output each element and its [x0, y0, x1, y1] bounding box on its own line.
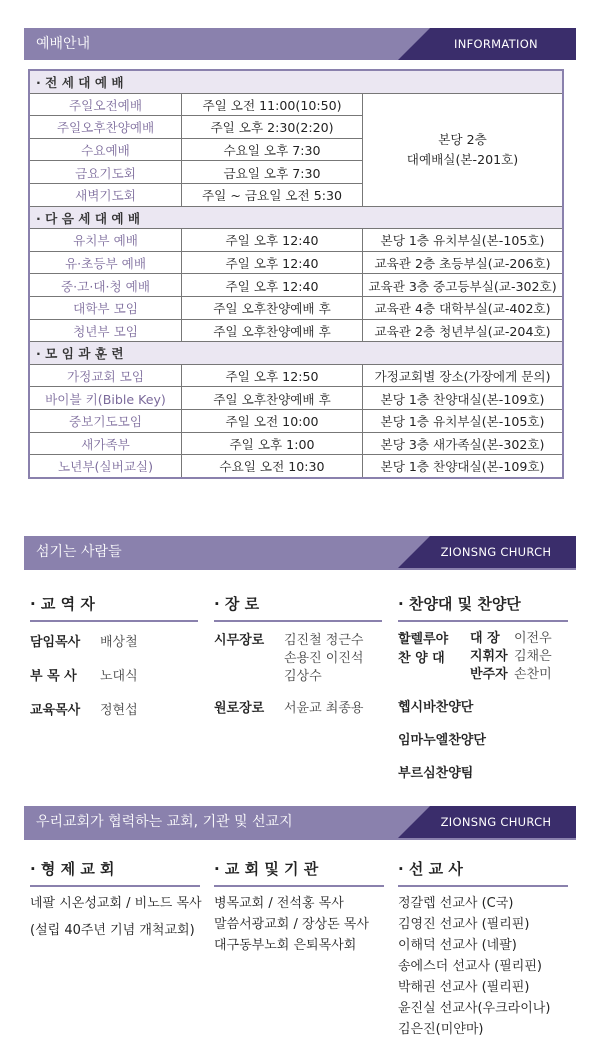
service-place: 본당 1층 찬양대실(본-109호) — [363, 455, 564, 478]
service-time: 주일 오후 2:30(2:20) — [182, 116, 363, 139]
choir-group: 부르심찬양팀 — [398, 766, 474, 781]
schedule-section-row — [29, 342, 563, 365]
clergy-heading: · 교 역 자 — [30, 593, 198, 622]
schedule-row — [29, 93, 563, 116]
elders-heading: · 장 로 — [214, 593, 382, 622]
retired-elders: 원로장로 서윤교 최종용 — [214, 701, 364, 716]
choir-group: 임마누엘찬양단 — [398, 733, 486, 748]
service-name: 중·고·대·청 예배 — [29, 274, 182, 297]
choirs-heading: · 찬양대 및 찬양단 — [398, 593, 568, 622]
missionary-line: 윤진실 선교사(우크라이나) — [398, 1001, 551, 1016]
service-time: 주일 오후찬양예배 후 — [182, 387, 363, 410]
schedule-row — [29, 251, 563, 274]
service-name: 수요예배 — [29, 138, 182, 161]
service-place: 본당 1층 찬양대실(본-109호) — [363, 387, 564, 410]
service-time: 주일 오전 10:00 — [182, 409, 363, 432]
choir-group: 헵시바찬양단 — [398, 700, 474, 715]
partners-header — [24, 806, 576, 838]
schedule-row — [29, 229, 563, 252]
active-elders: 시무장로 김진철 정근수 손용진 이진석 김상수 — [214, 633, 364, 684]
worship-schedule-table — [28, 69, 564, 479]
servers-title: 섬기는 사람들 — [36, 544, 122, 560]
service-place: 교육관 4층 대학부실(교-402호) — [363, 296, 564, 319]
service-time: 주일 오전 11:00(10:50) — [182, 93, 363, 116]
sister-church-column — [30, 858, 200, 941]
service-time: 주일 오후찬양예배 후 — [182, 296, 363, 319]
service-time: 주일 오후찬양예배 후 — [182, 319, 363, 342]
orgs-column — [214, 858, 384, 956]
schedule-row — [29, 455, 563, 478]
schedule-row — [29, 432, 563, 455]
choir-leader: 반주자 손찬미 — [470, 667, 552, 682]
worship-header — [24, 28, 576, 60]
schedule-section-row — [29, 206, 563, 229]
schedule-row — [29, 274, 563, 297]
clergy-item: 담임목사 배상철 — [30, 635, 138, 650]
schedule-section-row — [29, 70, 563, 93]
service-time: 주일 오후 12:40 — [182, 229, 363, 252]
servers-tag: ZIONSNG CHURCH — [440, 545, 552, 559]
clergy-column — [30, 593, 198, 720]
hallelujah-choir: 할렐루야 찬 양 대 대 장 이전우 지휘자 김채은 반주자 손찬미 — [398, 631, 552, 682]
partners-rule — [24, 838, 576, 840]
service-time: 주일 ~ 금요일 오전 5:30 — [182, 183, 363, 206]
service-place: 교육관 2층 초등부실(교-206호) — [363, 251, 564, 274]
missionary-line: 김은진(미얀마) — [398, 1022, 484, 1037]
service-place: 본당 1층 유치부실(본-105호) — [363, 229, 564, 252]
schedule-row — [29, 364, 563, 387]
service-name: 노년부(실버교실) — [29, 455, 182, 478]
service-place: 교육관 3층 중고등부실(교-302호) — [363, 274, 564, 297]
missionary-line: 이해덕 선교사 (네팔) — [398, 938, 517, 953]
service-time: 주일 오후 12:40 — [182, 251, 363, 274]
schedule-row — [29, 409, 563, 432]
service-name: 가정교회 모임 — [29, 364, 182, 387]
choir-leader: 대 장 이전우 — [470, 631, 552, 646]
missionaries-column — [398, 858, 568, 1040]
org-line: 병목교회 / 전석홍 목사 — [214, 896, 344, 911]
sister-line: 네팔 시온성교회 / 비노드 목사 — [30, 896, 202, 911]
service-place: 가정교회별 장소(가장에게 문의) — [363, 364, 564, 387]
choirs-column — [398, 593, 568, 781]
schedule-section-title: · 전 세 대 예 배 — [29, 70, 563, 93]
org-line: 대구동부노회 은퇴목사회 — [214, 938, 357, 953]
org-line: 말씀서광교회 / 장상돈 목사 — [214, 917, 369, 932]
servers-rule — [24, 568, 576, 570]
schedule-section-title: · 모 임 과 훈 련 — [29, 342, 563, 365]
service-name: 유치부 예배 — [29, 229, 182, 252]
missionary-line: 정갈렙 선교사 (C국) — [398, 896, 514, 911]
service-place: 교육관 2층 청년부실(교-204호) — [363, 319, 564, 342]
service-time: 금요일 오후 7:30 — [182, 161, 363, 184]
service-time: 수요일 오후 7:30 — [182, 138, 363, 161]
service-name: 유·초등부 예배 — [29, 251, 182, 274]
service-name: 청년부 모임 — [29, 319, 182, 342]
clergy-item: 부 목 사 노대식 — [30, 669, 138, 684]
service-time: 주일 오후 1:00 — [182, 432, 363, 455]
worship-title: 예배안내 — [36, 36, 91, 52]
service-place: 본당 3층 새가족실(본-302호) — [363, 432, 564, 455]
service-name: 주일오후찬양예배 — [29, 116, 182, 139]
merged-service-place: 본당 2층 대예배실(본-201호) — [363, 93, 564, 206]
service-name: 새벽기도회 — [29, 183, 182, 206]
missionary-line: 김영진 선교사 (필리핀) — [398, 917, 530, 932]
service-time: 수요일 오전 10:30 — [182, 455, 363, 478]
schedule-row — [29, 319, 563, 342]
missionary-line: 송에스더 선교사 (필리핀) — [398, 959, 542, 974]
service-name: 대학부 모임 — [29, 296, 182, 319]
missionary-line: 박해권 선교사 (필리핀) — [398, 980, 530, 995]
service-name: 주일오전예배 — [29, 93, 182, 116]
choir-leader: 지휘자 김채은 — [470, 649, 552, 664]
clergy-list — [30, 634, 198, 720]
service-name: 금요기도회 — [29, 161, 182, 184]
service-time: 주일 오후 12:50 — [182, 364, 363, 387]
worship-tag: INFORMATION — [454, 37, 538, 51]
orgs-heading: · 교 회 및 기 관 — [214, 858, 384, 887]
service-name: 중보기도모임 — [29, 409, 182, 432]
clergy-item: 교육목사 정현섭 — [30, 703, 138, 718]
partners-tag: ZIONSNG CHURCH — [440, 815, 552, 829]
service-time: 주일 오후 12:40 — [182, 274, 363, 297]
service-name: 바이블 키(Bible Key) — [29, 387, 182, 410]
missionaries-heading: · 선 교 사 — [398, 858, 568, 887]
elders-column — [214, 593, 382, 718]
schedule-row — [29, 387, 563, 410]
sister-heading: · 형 제 교 회 — [30, 858, 200, 887]
schedule-section-title: · 다 음 세 대 예 배 — [29, 206, 563, 229]
service-place: 본당 1층 유치부실(본-105호) — [363, 409, 564, 432]
schedule-row — [29, 296, 563, 319]
servers-header — [24, 536, 576, 568]
partners-title: 우리교회가 협력하는 교회, 기관 및 선교지 — [36, 814, 293, 830]
service-name: 새가족부 — [29, 432, 182, 455]
sister-line: (설립 40주년 기념 개척교회) — [30, 923, 195, 938]
